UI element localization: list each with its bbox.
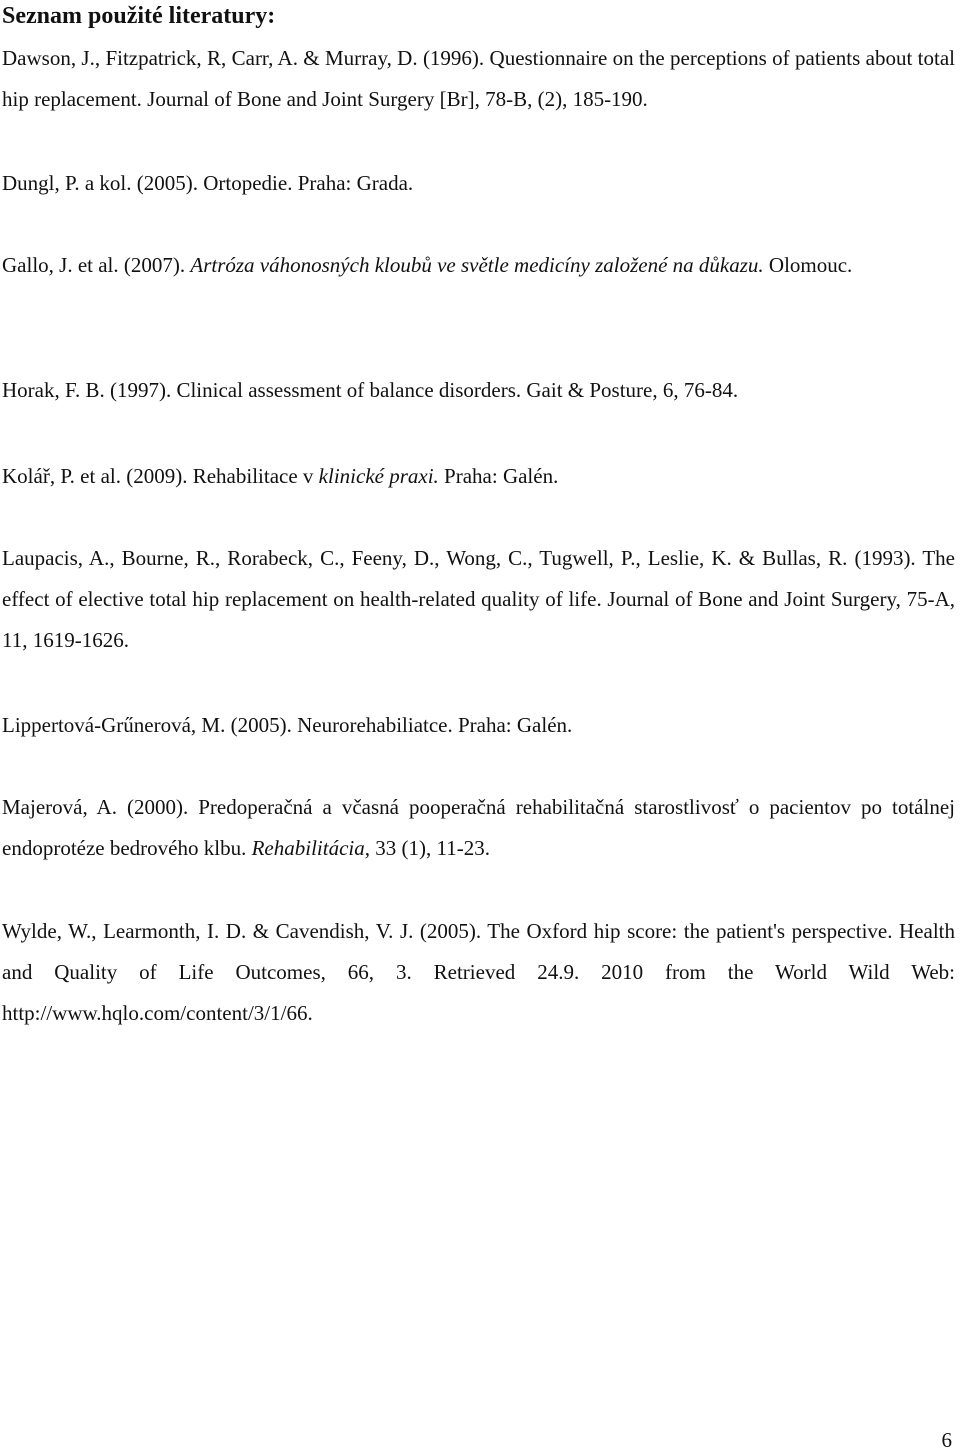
reference-text: Gallo, J. et al. (2007). bbox=[2, 253, 191, 277]
reference-dungl bbox=[2, 163, 955, 204]
reference-wylde bbox=[2, 911, 955, 1034]
reference-lippertova bbox=[2, 705, 955, 746]
reference-italic-title: klinické praxi. bbox=[318, 464, 439, 488]
reference-text: Kolář, P. et al. (2009). Rehabilitace v bbox=[2, 464, 319, 488]
reference-majerova bbox=[2, 787, 955, 869]
reference-gallo bbox=[2, 245, 955, 286]
page-number: 6 bbox=[941, 1428, 952, 1452]
reference-kolar bbox=[2, 456, 955, 497]
reference-text-after: Praha: Galén. bbox=[438, 464, 559, 488]
reference-text: Majerová, A. (2000). Predoperačná a včasná pooperačná rehabilitačná starostlivosť o pacientov po totálnej endoprotéze bedrového klbu. bbox=[2, 795, 955, 860]
reference-text-after: 33 (1), 11-23. bbox=[370, 836, 490, 860]
reference-text: Wylde, W., Learmonth, I. D. & Cavendish, V. J. (2005). The Oxford hip score: the patient's perspective. Health and Quality of Life Outcomes, 66, 3. Retrieved 24.9. 2010 from the World Wild Web: http://www.hqlo.com/content/3/1/66. bbox=[2, 919, 955, 1025]
reference-dawson bbox=[2, 38, 955, 120]
reference-horak bbox=[2, 370, 955, 411]
reference-laupacis bbox=[2, 538, 955, 661]
reference-text: Dungl, P. a kol. (2005). Ortopedie. Praha: Grada. bbox=[2, 171, 414, 195]
bibliography-heading: Seznam použité literatury: bbox=[2, 3, 276, 29]
reference-text-after: Olomouc. bbox=[763, 253, 853, 277]
reference-italic-title: Artróza váhonosných kloubů ve světle medicíny založené na důkazu. bbox=[190, 253, 764, 277]
reference-text: Dawson, J., Fitzpatrick, R, Carr, A. & Murray, D. (1996). Questionnaire on the perceptions of patients about total hip replacement. Journal of Bone and Joint Surgery [Br], 78-B, (2), 185-190. bbox=[2, 46, 955, 111]
reference-italic-title: Rehabilitácia, bbox=[251, 836, 370, 860]
reference-text: Horak, F. B. (1997). Clinical assessment of balance disorders. Gait & Posture, 6, 76-84. bbox=[2, 378, 739, 402]
reference-text: Lippertová-Grűnerová, M. (2005). Neurorehabiliatce. Praha: Galén. bbox=[2, 713, 573, 737]
reference-text: Laupacis, A., Bourne, R., Rorabeck, C., Feeny, D., Wong, C., Tugwell, P., Leslie, K. & Bullas, R. (1993). The effect of elective total hip replacement on health-related quality of life. Journal of Bone and Joint Surgery, 75-A, 11, 1619-1626. bbox=[2, 546, 955, 652]
